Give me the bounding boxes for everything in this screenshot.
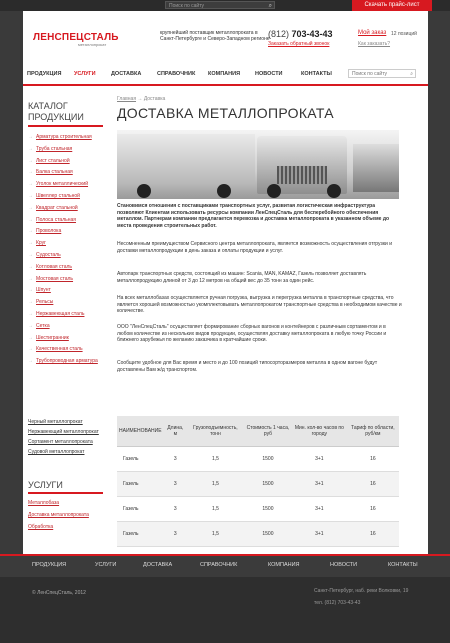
logo-subtitle: металлопрокат [78, 42, 107, 47]
search-icon[interactable]: ⌕ [410, 71, 413, 77]
catalog-item[interactable]: → Шпунт [28, 285, 98, 297]
nav-news[interactable]: НОВОСТИ [255, 71, 283, 77]
extra-catalog-item[interactable]: Сортамент металлопроката [28, 439, 93, 445]
catalog-list [28, 132, 98, 368]
catalog-item[interactable]: → Качественная сталь [28, 344, 98, 356]
footer-nav [0, 554, 450, 577]
top-search-placeholder: Поиск по сайту [169, 3, 205, 9]
nav-contacts[interactable]: КОНТАКТЫ [301, 71, 332, 77]
table-cell: 1500 [244, 497, 292, 522]
extra-catalog-item[interactable]: Нержавеющий металлопрокат [28, 429, 99, 435]
arrow-icon: → [28, 169, 33, 176]
footer-nav-services[interactable]: УСЛУГИ [95, 562, 117, 568]
arrow-icon: → [28, 181, 33, 188]
footer-nav-products[interactable]: ПРОДУКЦИЯ [32, 562, 67, 568]
catalog-item[interactable]: → Трубопроводная арматура [28, 356, 98, 368]
table-row [117, 497, 399, 522]
service-item[interactable]: Металлобаза [28, 500, 60, 506]
how-to-order-link[interactable]: Как заказать? [358, 41, 391, 47]
table-header: Длина, м [164, 416, 187, 447]
nav-delivery[interactable]: ДОСТАВКА [111, 71, 142, 77]
arrow-icon: → [28, 275, 33, 282]
wheel [217, 184, 231, 198]
table-cell: 1500 [244, 447, 292, 472]
table-cell: 3+1 [292, 497, 347, 522]
page-title: ДОСТАВКА МЕТАЛЛОПРОКАТА [117, 105, 334, 121]
arrow-icon: → [28, 287, 33, 294]
catalog-title-divider [28, 125, 103, 127]
services-title-divider [28, 492, 103, 494]
table-cell: 1,5 [187, 472, 244, 497]
truck-trailer [117, 134, 255, 184]
arrow-icon: → [28, 346, 33, 353]
table-cell: Газель [117, 522, 164, 547]
download-price-button[interactable]: Скачать прайс-лист [352, 0, 432, 11]
arrow-icon: → [28, 310, 33, 317]
main-nav [23, 67, 428, 86]
arrow-icon: → [28, 134, 33, 140]
logo[interactable]: ЛЕНСПЕЦСТАЛЬ [33, 32, 119, 43]
footer-nav-reference[interactable]: СПРАВОЧНИК [200, 562, 238, 568]
table-header: Грузоподъемность, тонн [187, 416, 244, 447]
order-count: 12 позиций [391, 31, 417, 37]
table-cell: 16 [347, 522, 399, 547]
table-header: НАИМЕНОВАНИЕ [117, 416, 164, 447]
services-list [28, 497, 89, 533]
top-bar [0, 0, 450, 11]
footer-address: Санкт-Петербург, наб. реки Волковки, 19 [314, 588, 409, 594]
table-cell: 1,5 [187, 497, 244, 522]
breadcrumb-separator: → [137, 96, 143, 102]
catalog-item[interactable]: → Уголок металлический [28, 179, 98, 191]
table-header-row [117, 416, 399, 447]
footer-nav-news[interactable]: НОВОСТИ [330, 562, 358, 568]
arrow-icon: → [28, 251, 33, 258]
footer-nav-contacts[interactable]: КОНТАКТЫ [388, 562, 418, 568]
paragraph-5: Сообщите удобное для Вас время и место и до 100 позиций типосорторазмеров металла в одном вагоне будут доставлены Вам ж/д транспортом. [117, 360, 378, 373]
table-header: Стоимость 1 часа, руб [244, 416, 292, 447]
table-cell: 3+1 [292, 522, 347, 547]
footer-phone: тел. (812) 703-43-43 [314, 600, 361, 606]
extra-catalog-item[interactable]: Судовой металлопрокат [28, 449, 85, 455]
catalog-item[interactable]: → Шестигранник [28, 333, 98, 345]
table-cell: 1,5 [187, 447, 244, 472]
paragraph-2: Автопарк транспортных средств, состоящий из машин: Scania, MAN, KAMAZ, Газель позволяет доставлять металлопродукцию длиной от 3 до 12 метров на общий вес до 35 тонн за один рейс. [117, 271, 367, 284]
table-cell: 16 [347, 447, 399, 472]
catalog-title [28, 101, 84, 123]
table-cell: Газель [117, 472, 164, 497]
catalog-item[interactable]: → Полоса стальная [28, 215, 98, 227]
extra-catalog-item[interactable]: Черный металлопрокат [28, 419, 83, 425]
second-truck [353, 144, 399, 192]
catalog-item[interactable]: → Квадрат стальной [28, 203, 98, 215]
truck-grill [277, 166, 327, 184]
catalog-title-line2: ПРОДУКЦИИ [28, 112, 84, 122]
catalog-item[interactable]: → Балка стальная [28, 167, 98, 179]
nav-reference[interactable]: СПРАВОЧНИК [157, 71, 196, 77]
catalog-item[interactable]: → Проволока [28, 226, 98, 238]
phone [268, 29, 333, 39]
wheel [137, 184, 151, 198]
nav-company[interactable]: КОМПАНИЯ [208, 71, 241, 77]
table-header: Мин. кол-во часов по городу [292, 416, 347, 447]
wheel [327, 184, 341, 198]
nav-search-input[interactable] [348, 69, 416, 78]
catalog-item[interactable]: → Швеллер стальной [28, 191, 98, 203]
catalog-item[interactable]: → Судосталь [28, 250, 98, 262]
catalog-item[interactable]: → Труба стальная [28, 144, 98, 156]
catalog-item[interactable]: → Арматура строительная [28, 132, 98, 144]
table-row [117, 447, 399, 472]
table-cell: 3 [164, 472, 187, 497]
arrow-icon: → [28, 334, 33, 341]
table-cell: 3+1 [292, 472, 347, 497]
table-cell: 1500 [244, 522, 292, 547]
breadcrumb-home[interactable]: Главная [117, 96, 137, 102]
top-search-input[interactable] [165, 1, 275, 9]
tagline: крупнейший поставщик металлопроката в Санкт-Петербурге и Северо-Западном регионе [160, 30, 270, 42]
arrow-icon: → [28, 240, 33, 247]
table-cell: 1500 [244, 472, 292, 497]
wheel [267, 184, 281, 198]
table-row [117, 522, 399, 547]
catalog-item[interactable]: → Круг [28, 238, 98, 250]
table-cell: Газель [117, 497, 164, 522]
catalog-item[interactable]: → Мостовая сталь [28, 274, 98, 286]
table-header: Тариф по области, руб/км [347, 416, 399, 447]
arrow-icon: → [28, 263, 33, 270]
table-cell: Газель [117, 447, 164, 472]
arrow-icon: → [28, 299, 33, 306]
arrow-icon: → [28, 216, 33, 223]
service-item[interactable]: Обработка [28, 524, 54, 530]
catalog-item[interactable]: → Котловая сталь [28, 262, 98, 274]
table-cell: 16 [347, 472, 399, 497]
nav-products[interactable]: ПРОДУКЦИЯ [27, 71, 62, 77]
catalog-item[interactable]: → Нержавеющая сталь [28, 309, 98, 321]
lead-paragraph: Становимся отношения с поставщиками транспортных услуг, развитая логистическая инфраструктура позволяют Клиентам использовать ресурсы компании ЛенСпецСталь для бесперебойного обеспечения металлом. Партнерам компании предлагается перевозка и доставка металлопроката в указанном объеме до места проведения строительных работ. [117, 203, 390, 229]
arrow-icon: → [28, 228, 33, 235]
table-cell: 16 [347, 497, 399, 522]
services-title: УСЛУГИ [28, 480, 63, 490]
phone-code: (812) [268, 29, 290, 39]
copyright: © ЛенСпецСталь, 2012 [32, 590, 86, 596]
service-item[interactable]: Доставка металлопроката [28, 512, 89, 518]
catalog-title-line1: КАТАЛОГ [28, 101, 68, 111]
table-row [117, 472, 399, 497]
delivery-tariff-table [117, 416, 399, 547]
arrow-icon: → [28, 192, 33, 199]
nav-search-placeholder: Поиск по сайту [352, 71, 388, 77]
nav-services[interactable]: УСЛУГИ [74, 71, 96, 77]
table-cell: 3+1 [292, 447, 347, 472]
breadcrumb-current: Доставка [143, 96, 166, 102]
catalog-item[interactable]: → Сетка [28, 321, 98, 333]
arrow-icon: → [28, 145, 33, 152]
paragraph-1: Несомненным преимуществом Сервисного центра металлопроката, является возможность осуществления отгрузки и доставки металлопродукции в день заказа и оплаты продукции и услуг. [117, 241, 392, 254]
search-icon[interactable]: ⌕ [268, 3, 272, 9]
paragraph-4: ООО "ЛенСпецСталь" осуществляет формирование сборных вагонов и контейнеров с различным сортаментом и в любом количестве из нескольких видов продукции, осуществляя доставку металлопроката в любую точку России и ближнего зарубежья по желанию заказчика в кратчайшие сроки. [117, 324, 387, 344]
footer-nav-delivery[interactable]: ДОСТАВКА [143, 562, 173, 568]
phone-number: 703-43-43 [291, 29, 333, 39]
paragraph-3: На всех металлобазах осуществляется ручная погрузка, выгрузка и перегрузка металла в транспортные средства, что является хорошей возможностью укомплектовывать металлопрокатом транспортные средства в необходимом качестве и количестве. [117, 295, 402, 315]
footer-nav-company[interactable]: КОМПАНИЯ [268, 562, 300, 568]
arrow-icon: → [28, 204, 33, 211]
table-cell: 3 [164, 497, 187, 522]
catalog-item[interactable]: → Лист стальной [28, 156, 98, 168]
catalog-item[interactable]: → Рельсы [28, 297, 98, 309]
table-cell: 3 [164, 522, 187, 547]
arrow-icon: → [28, 322, 33, 329]
arrow-icon: → [28, 157, 33, 164]
arrow-icon: → [28, 358, 33, 365]
callback-link[interactable]: Заказать обратный звонок [268, 41, 330, 47]
table-cell: 3 [164, 447, 187, 472]
extra-catalog-list [28, 417, 99, 457]
my-order-link[interactable]: Мой заказ [358, 30, 387, 36]
table-cell: 1,5 [187, 522, 244, 547]
breadcrumb [117, 96, 165, 102]
footer [0, 554, 450, 643]
hero-image-trucks [117, 130, 399, 199]
